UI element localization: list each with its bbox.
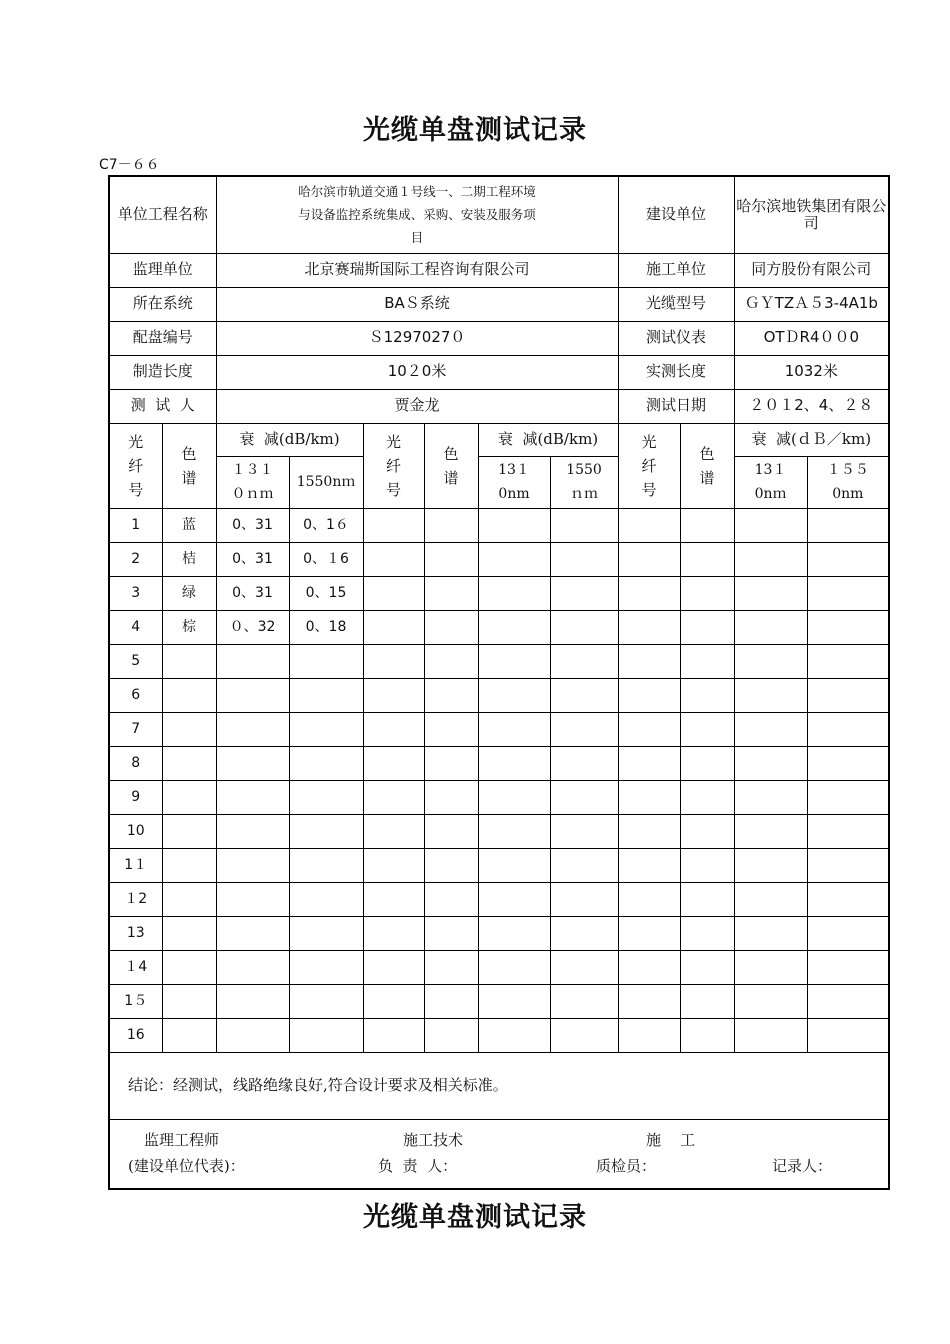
color-cell: 蓝: [162, 508, 216, 542]
empty-cell: [478, 746, 550, 780]
unit-project-line1: 哈尔滨市轨道交通１号线一、二期工程环境: [298, 184, 536, 200]
empty-cell: [618, 780, 680, 814]
empty-cell: [478, 984, 550, 1018]
color-cell: 棕: [162, 610, 216, 644]
empty-cell: [680, 1018, 734, 1052]
fiber-no-cell: １4: [109, 950, 162, 984]
empty-cell: [807, 848, 889, 882]
empty-cell: [550, 848, 618, 882]
fiber-no-cell: 7: [109, 712, 162, 746]
empty-cell: [618, 814, 680, 848]
empty-cell: [478, 542, 550, 576]
empty-cell: [807, 814, 889, 848]
empty-cell: [424, 882, 478, 916]
empty-cell: [807, 508, 889, 542]
empty-cell: [363, 916, 424, 950]
color-cell: 桔: [162, 542, 216, 576]
empty-cell: [680, 678, 734, 712]
recorder-sign-label: 记录人：: [772, 1156, 833, 1175]
tester-value: 贾金龙: [216, 389, 618, 423]
fiber-no-cell: 3: [109, 576, 162, 610]
fiber-no-cell: 1: [109, 508, 162, 542]
empty-cell: [363, 508, 424, 542]
atten-1310-cell: [216, 644, 289, 678]
contractor-label: 施工单位: [618, 253, 734, 287]
empty-cell: [680, 576, 734, 610]
color-cell: [162, 1018, 216, 1052]
color-cell: [162, 746, 216, 780]
empty-cell: [478, 644, 550, 678]
atten-1310-cell: [216, 1018, 289, 1052]
wavelength-1550-header-3: １５５ 0nm: [807, 456, 889, 508]
atten-1550-cell: [289, 1018, 363, 1052]
empty-cell: [807, 610, 889, 644]
empty-cell: [550, 508, 618, 542]
empty-cell: [734, 610, 807, 644]
wavelength-1310-header-2: 13１ 0nm: [478, 456, 550, 508]
empty-cell: [680, 746, 734, 780]
empty-cell: [550, 780, 618, 814]
empty-cell: [618, 542, 680, 576]
empty-cell: [424, 576, 478, 610]
fiber-no-cell: 8: [109, 746, 162, 780]
atten-1550-cell: 0、15: [289, 576, 363, 610]
table-row: [109, 678, 889, 712]
fiber-no-cell: 13: [109, 916, 162, 950]
table-row: [109, 644, 889, 678]
table-row: [109, 814, 889, 848]
conclusion: 结论：经测试，线路绝缘良好,符合设计要求及相关标准。: [109, 1052, 889, 1119]
attenuation-header-1: 衰 减(dB/km): [216, 423, 363, 456]
qc-sign-label-2: 质检员：: [596, 1156, 657, 1175]
table-row: [109, 746, 889, 780]
empty-cell: [478, 610, 550, 644]
empty-cell: [424, 712, 478, 746]
color-cell: [162, 712, 216, 746]
empty-cell: [680, 542, 734, 576]
fiber-no-header-2: 光 纤 号: [363, 423, 424, 508]
qc-sign-label-1: 施 工: [646, 1130, 696, 1149]
cable-model-label: 光缆型号: [618, 287, 734, 321]
empty-cell: [363, 882, 424, 916]
fiber-no-cell: １2: [109, 882, 162, 916]
empty-cell: [478, 814, 550, 848]
atten-1310-cell: [216, 882, 289, 916]
supervisor-label: 监理单位: [109, 253, 216, 287]
atten-1310-cell: [216, 678, 289, 712]
empty-cell: [424, 848, 478, 882]
empty-cell: [550, 814, 618, 848]
atten-1310-cell: [216, 780, 289, 814]
atten-1550-cell: [289, 712, 363, 746]
empty-cell: [680, 508, 734, 542]
empty-cell: [807, 678, 889, 712]
atten-1310-cell: [216, 814, 289, 848]
empty-cell: [363, 610, 424, 644]
empty-cell: [424, 542, 478, 576]
atten-1550-cell: [289, 950, 363, 984]
empty-cell: [363, 848, 424, 882]
empty-cell: [424, 984, 478, 1018]
empty-cell: [618, 984, 680, 1018]
test-date-label: 测试日期: [618, 389, 734, 423]
attenuation-header-3: 衰 减(ｄＢ／km): [734, 423, 889, 456]
unit-project-label: 单位工程名称: [109, 176, 216, 253]
attenuation-header-2: 衰 减(dB/km): [478, 423, 618, 456]
empty-cell: [680, 712, 734, 746]
empty-cell: [618, 508, 680, 542]
empty-cell: [363, 950, 424, 984]
empty-cell: [550, 1018, 618, 1052]
atten-1310-cell: [216, 916, 289, 950]
atten-1310-cell: 0、31: [216, 508, 289, 542]
empty-cell: [680, 814, 734, 848]
supervisor-sign-label-1: 监理工程师: [144, 1130, 220, 1149]
fiber-no-cell: 2: [109, 542, 162, 576]
tester-label: 测 试 人: [109, 389, 216, 423]
fiber-no-cell: 5: [109, 644, 162, 678]
table-row: [109, 508, 889, 542]
empty-cell: [550, 950, 618, 984]
empty-cell: [424, 950, 478, 984]
empty-cell: [478, 508, 550, 542]
atten-1310-cell: [216, 950, 289, 984]
empty-cell: [550, 678, 618, 712]
wavelength-1310-header-1: １３１ ０ｎｍ: [216, 456, 289, 508]
empty-cell: [424, 610, 478, 644]
empty-cell: [734, 644, 807, 678]
empty-cell: [550, 916, 618, 950]
table-row: [109, 848, 889, 882]
table-row: [109, 576, 889, 610]
empty-cell: [734, 814, 807, 848]
color-cell: [162, 780, 216, 814]
empty-cell: [618, 882, 680, 916]
empty-cell: [807, 1018, 889, 1052]
empty-cell: [424, 1018, 478, 1052]
empty-cell: [618, 746, 680, 780]
empty-cell: [424, 916, 478, 950]
tech-lead-sign-label-1: 施工技术: [403, 1130, 464, 1149]
fiber-no-cell: 4: [109, 610, 162, 644]
empty-cell: [550, 984, 618, 1018]
empty-cell: [680, 916, 734, 950]
table-row: [109, 712, 889, 746]
wavelength-1550-header-1: 1550nｍ: [289, 456, 363, 508]
empty-cell: [550, 644, 618, 678]
empty-cell: [734, 1018, 807, 1052]
empty-cell: [478, 882, 550, 916]
cable-model-value: ＧＹTZＡ５3-4A1b: [734, 287, 889, 321]
empty-cell: [618, 712, 680, 746]
atten-1550-cell: 0、18: [289, 610, 363, 644]
table-row: [109, 542, 889, 576]
footer-title: 光缆单盘测试记录: [363, 1202, 587, 1233]
wavelength-1310-header-3: 13１ 0nｍ: [734, 456, 807, 508]
empty-cell: [618, 848, 680, 882]
fiber-no-header-1: 光 纤 号: [109, 423, 162, 508]
empty-cell: [424, 678, 478, 712]
empty-cell: [680, 780, 734, 814]
fiber-no-cell: 9: [109, 780, 162, 814]
table-row: [109, 984, 889, 1018]
atten-1550-cell: [289, 882, 363, 916]
empty-cell: [807, 746, 889, 780]
empty-cell: [478, 1018, 550, 1052]
color-header-3: 色 谱: [680, 423, 734, 508]
table-row: [109, 610, 889, 644]
mfg-length-value: 10２0米: [216, 355, 618, 389]
empty-cell: [680, 984, 734, 1018]
empty-cell: [618, 916, 680, 950]
empty-cell: [478, 848, 550, 882]
empty-cell: [424, 746, 478, 780]
empty-cell: [618, 576, 680, 610]
empty-cell: [550, 882, 618, 916]
empty-cell: [680, 882, 734, 916]
builder-label: 建设单位: [618, 176, 734, 253]
color-header-2: 色 谱: [424, 423, 478, 508]
empty-cell: [734, 984, 807, 1018]
test-date-value: ２０１2、4、２８: [734, 389, 889, 423]
empty-cell: [478, 950, 550, 984]
table-row: [109, 916, 889, 950]
atten-1550-cell: [289, 916, 363, 950]
empty-cell: [807, 882, 889, 916]
unit-project-line3: 目: [410, 230, 424, 246]
system-label: 所在系统: [109, 287, 216, 321]
empty-cell: [424, 780, 478, 814]
color-cell: [162, 984, 216, 1018]
fiber-no-cell: 10: [109, 814, 162, 848]
empty-cell: [734, 916, 807, 950]
empty-cell: [807, 644, 889, 678]
empty-cell: [680, 610, 734, 644]
instrument-label: 测试仪表: [618, 321, 734, 355]
empty-cell: [424, 814, 478, 848]
empty-cell: [478, 780, 550, 814]
fiber-no-cell: 16: [109, 1018, 162, 1052]
empty-cell: [807, 542, 889, 576]
empty-cell: [734, 508, 807, 542]
fiber-no-cell: 6: [109, 678, 162, 712]
empty-cell: [618, 950, 680, 984]
empty-cell: [478, 576, 550, 610]
atten-1550-cell: [289, 746, 363, 780]
measured-length-label: 实测长度: [618, 355, 734, 389]
empty-cell: [363, 1018, 424, 1052]
atten-1310-cell: [216, 848, 289, 882]
supervisor-sign-label-2: (建设单位代表)：: [128, 1156, 245, 1175]
color-cell: [162, 848, 216, 882]
table-row: [109, 882, 889, 916]
empty-cell: [550, 542, 618, 576]
empty-cell: [807, 950, 889, 984]
signature-row: [109, 1119, 889, 1189]
atten-1550-cell: [289, 814, 363, 848]
empty-cell: [680, 950, 734, 984]
color-cell: [162, 644, 216, 678]
empty-cell: [680, 848, 734, 882]
fiber-no-cell: 1５: [109, 984, 162, 1018]
atten-1310-cell: ０、32: [216, 610, 289, 644]
table-row: [109, 1018, 889, 1052]
atten-1550-cell: 0、１6: [289, 542, 363, 576]
wavelength-1550-header-2: 1550 ｎｍ: [550, 456, 618, 508]
table-row: [109, 950, 889, 984]
empty-cell: [363, 780, 424, 814]
empty-cell: [363, 746, 424, 780]
contractor-value: 同方股份有限公司: [734, 253, 889, 287]
empty-cell: [478, 916, 550, 950]
instrument-value: OTＤR4００0: [734, 321, 889, 355]
form-code: C7－６６: [99, 157, 160, 173]
atten-1550-cell: [289, 644, 363, 678]
color-cell: [162, 678, 216, 712]
empty-cell: [734, 576, 807, 610]
empty-cell: [550, 712, 618, 746]
atten-1310-cell: [216, 746, 289, 780]
page-title: 光缆单盘测试记录: [363, 115, 587, 146]
empty-cell: [550, 610, 618, 644]
builder-value: 哈尔滨地铁集团有限公司: [734, 176, 889, 253]
tech-lead-sign-label-2: 负 责 人：: [378, 1156, 458, 1175]
color-cell: [162, 916, 216, 950]
empty-cell: [734, 848, 807, 882]
table-row: [109, 780, 889, 814]
empty-cell: [807, 780, 889, 814]
empty-cell: [734, 780, 807, 814]
empty-cell: [680, 644, 734, 678]
empty-cell: [478, 712, 550, 746]
empty-cell: [807, 576, 889, 610]
empty-cell: [734, 678, 807, 712]
empty-cell: [734, 746, 807, 780]
fiber-no-cell: 1１: [109, 848, 162, 882]
empty-cell: [734, 542, 807, 576]
fiber-no-header-3: 光 纤 号: [618, 423, 680, 508]
empty-cell: [618, 644, 680, 678]
empty-cell: [550, 746, 618, 780]
color-cell: [162, 882, 216, 916]
atten-1310-cell: 0、31: [216, 542, 289, 576]
unit-project-value: [216, 176, 618, 253]
empty-cell: [363, 576, 424, 610]
atten-1310-cell: 0、31: [216, 576, 289, 610]
empty-cell: [618, 610, 680, 644]
empty-cell: [363, 644, 424, 678]
unit-project-line2: 与设备监控系统集成、采购、安装及服务项: [298, 207, 536, 223]
empty-cell: [363, 678, 424, 712]
empty-cell: [363, 814, 424, 848]
atten-1310-cell: [216, 712, 289, 746]
empty-cell: [734, 950, 807, 984]
empty-cell: [734, 882, 807, 916]
atten-1550-cell: 0、1６: [289, 508, 363, 542]
system-value: BAＳ系统: [216, 287, 618, 321]
empty-cell: [618, 678, 680, 712]
mfg-length-label: 制造长度: [109, 355, 216, 389]
reel-no-label: 配盘编号: [109, 321, 216, 355]
measured-length-value: 1032米: [734, 355, 889, 389]
color-header-1: 色 谱: [162, 423, 216, 508]
empty-cell: [424, 644, 478, 678]
test-record-table: [108, 175, 890, 1190]
supervisor-value: 北京赛瑞斯国际工程咨询有限公司: [216, 253, 618, 287]
empty-cell: [424, 508, 478, 542]
empty-cell: [734, 712, 807, 746]
empty-cell: [363, 984, 424, 1018]
empty-cell: [363, 712, 424, 746]
atten-1550-cell: [289, 678, 363, 712]
empty-cell: [478, 678, 550, 712]
empty-cell: [807, 712, 889, 746]
color-cell: [162, 814, 216, 848]
empty-cell: [807, 984, 889, 1018]
reel-no-value: Ｓ1297027０: [216, 321, 618, 355]
atten-1550-cell: [289, 848, 363, 882]
empty-cell: [807, 916, 889, 950]
atten-1550-cell: [289, 984, 363, 1018]
color-cell: 绿: [162, 576, 216, 610]
empty-cell: [550, 576, 618, 610]
empty-cell: [363, 542, 424, 576]
color-cell: [162, 950, 216, 984]
atten-1550-cell: [289, 780, 363, 814]
empty-cell: [618, 1018, 680, 1052]
atten-1310-cell: [216, 984, 289, 1018]
